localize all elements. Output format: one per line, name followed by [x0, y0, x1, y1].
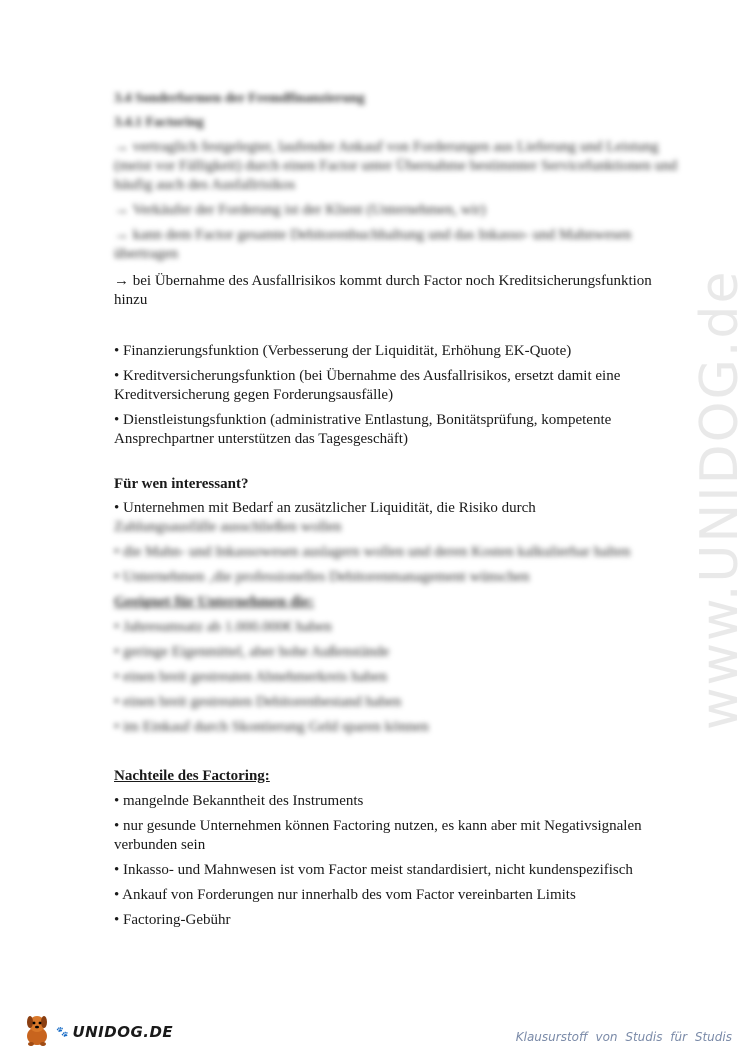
- section-heading: Geeignet für Unternehmen die:: [114, 594, 315, 610]
- list-item: • Unternehmen ‚die professionelles Debitorenmanagement wünschen: [114, 569, 530, 585]
- paragraph: → Verkäufer der Forderung ist der Klient (Unternehmen, wir): [114, 202, 486, 218]
- list-item: • Factoring-Gebühr: [114, 912, 231, 928]
- paragraph: → vertraglich festgelegter, laufender Ankauf von Forderungen aus Lieferung und Leistung (meist vor Fälligkeit) durch einen Factor unter Übernahme bestimmter Servicefunktionen und häufig auch des Ausfallrisikos: [114, 139, 678, 193]
- list-item-continuation: Zahlungsausfälle ausschließen wollen: [114, 519, 342, 535]
- list-item: • Kreditversicherungsfunktion (bei Übernahme des Ausfallrisikos, ersetzt damit eine Kreditversicherung gegen Forderungsausfälle): [114, 368, 621, 403]
- blurred-section-bottom: [114, 518, 684, 737]
- list-item: • Ankauf von Forderungen nur innerhalb des vom Factor vereinbarten Limits: [114, 887, 576, 903]
- list-item: • geringe Eigenmittel, aber hohe Außenstände: [114, 644, 390, 660]
- section-heading: 3.4 Sonderformen der Fremdfinanzierung: [114, 91, 365, 106]
- footer-tagline: Klausurstoff von Studis für Studis: [515, 1030, 732, 1044]
- list-item: • Dienstleistungsfunktion (administrative Entlastung, Bonitätsprüfung, kompetente Ansprechpartner unterstützen das Tagesgeschäft): [114, 412, 612, 447]
- list-item: • nur gesunde Unternehmen können Factoring nutzen, es kann aber mit Negativsignalen verbunden sein: [114, 818, 642, 853]
- paw-icon: 🐾: [56, 1026, 69, 1038]
- list-item: • einen breit gestreuten Abnehmerkreis haben: [114, 669, 388, 685]
- blurred-section-top: [114, 90, 684, 264]
- list-item: • einen breit gestreuten Debitorenbestand haben: [114, 694, 402, 710]
- list-item: • Inkasso- und Mahnwesen ist vom Factor meist standardisiert, nicht kundenspezifisch: [114, 862, 633, 878]
- section-heading: Für wen interessant?: [114, 476, 249, 492]
- subsection-heading: 3.4.1 Factoring: [114, 115, 204, 130]
- list-item: • Finanzierungsfunktion (Verbesserung der Liquidität, Erhöhung EK-Quote): [114, 343, 572, 359]
- unidog-logo[interactable]: [20, 1012, 180, 1052]
- section-heading: Nachteile des Factoring:: [114, 768, 270, 784]
- list-item: • mangelnde Bekanntheit des Instruments: [114, 793, 364, 809]
- watermark: www.UNIDOG.de: [690, 269, 750, 730]
- list-item: • im Einkauf durch Skontierung Geld sparen können: [114, 719, 429, 735]
- paragraph: → kann dem Factor gesamte Debitorenbuchhaltung und das Inkasso- und Mahnwesen übertragen: [114, 227, 632, 262]
- list-item: • Unternehmen mit Bedarf an zusätzlicher Liquidität, die Risiko durch: [114, 500, 536, 516]
- paragraph: → bei Übernahme des Ausfallrisikos kommt durch Factor noch Kreditsicherungsfunktion hinzu: [114, 273, 652, 308]
- document-body: [114, 88, 684, 930]
- list-item: • die Mahn- und Inkassowesen auslagern wollen und deren Kosten kalkulierbar halten: [114, 544, 631, 560]
- logo-text: UNIDOG.DE: [72, 1023, 174, 1041]
- list-item: • Jahresumsatz ab 1.000.000€ haben: [114, 619, 332, 635]
- dog-mascot-icon: [20, 1012, 54, 1053]
